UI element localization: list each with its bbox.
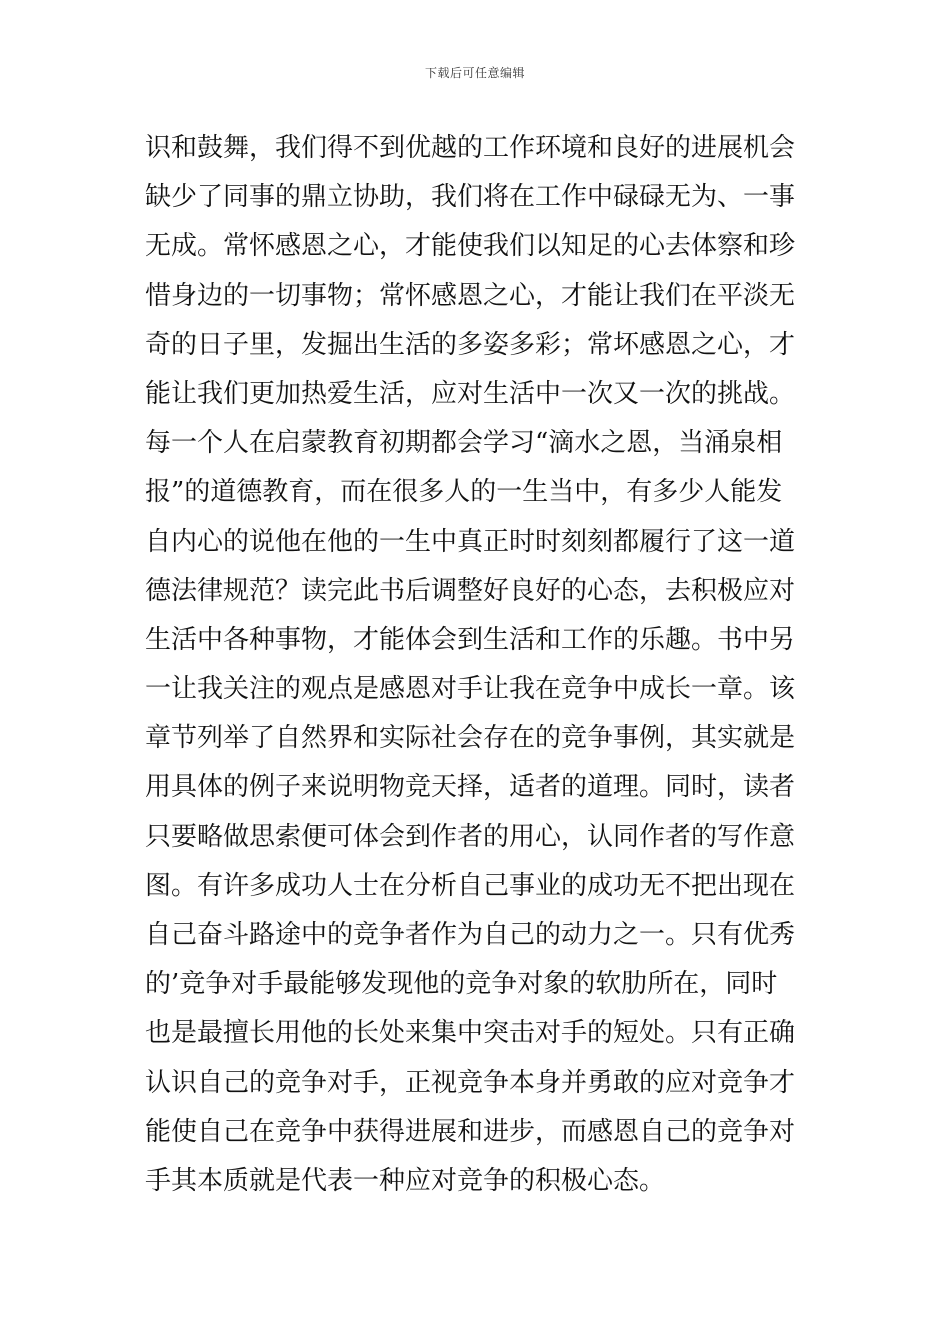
text-line: 德法律规范？读完此书后调整好良好的心态，去积极应对: [145, 575, 796, 606]
text-line: 无成。常怀感恩之心，才能使我们以知足的心去体察和珍: [145, 231, 796, 262]
text-line: 每一个人在启蒙教育初期都会学习“滴水之恩，当涌泉相: [145, 428, 783, 459]
text-line: 识和鼓舞，我们得不到优越的工作环境和良好的进展机会: [145, 133, 796, 163]
text-line: 惜身边的一切事物；常怀感恩之心，才能让我们在平淡无: [145, 280, 796, 311]
text-line: 能使自己在竞争中获得进展和进步，而感恩自己的竞争对: [145, 1116, 796, 1147]
text-line: 生活中各种事物，才能体会到生活和工作的乐趣。书中另: [145, 624, 796, 655]
text-line: 一让我关注的观点是感恩对手让我在竞争中成长一章。该: [145, 674, 796, 705]
text-line: 图。有许多成功人士在分析自己事业的成功无不把出现在: [145, 870, 796, 901]
text-line: 的’竞争对手最能够发现他的竞争对象的软肋所在，同时: [145, 969, 778, 1000]
page-header: 下载后可任意编辑: [424, 66, 525, 80]
text-line: 章节列举了自然界和实际社会存在的竞争事例，其实就是: [145, 723, 796, 754]
text-line: 自己奋斗路途中的竞争者作为自己的动力之一。只有优秀: [145, 920, 796, 950]
text-line: 奇的日子里，发掘出生活的多姿多彩；常坏感恩之心，才: [145, 329, 796, 360]
text-line: 手其本质就是代表一种应对竞争的积极心态。: [145, 1165, 666, 1196]
text-line: 自内心的说他在他的一生中真正时时刻刻都履行了这一道: [145, 526, 796, 557]
text-line: 报”的道德教育，而在很多人的一生当中，有多少人能发: [145, 477, 783, 508]
text-line: 缺少了同事的鼎立协助，我们将在工作中碌碌无为、一事: [145, 182, 796, 213]
text-line: 只要略做思索便可体会到作者的用心，认同作者的写作意: [145, 821, 796, 852]
text-line: 用具体的例子来说明物竞天择，适者的道理。同时，读者: [145, 772, 796, 803]
text-line: 能让我们更加热爱生活，应对生活中一次又一次的挑战。: [145, 378, 796, 409]
body-paragraph: [145, 124, 810, 1206]
text-line: 也是最擅长用他的长处来集中突击对手的短处。只有正确: [145, 1018, 796, 1049]
text-line: 认识自己的竞争对手，正视竞争本身并勇敢的应对竞争才: [145, 1067, 796, 1098]
